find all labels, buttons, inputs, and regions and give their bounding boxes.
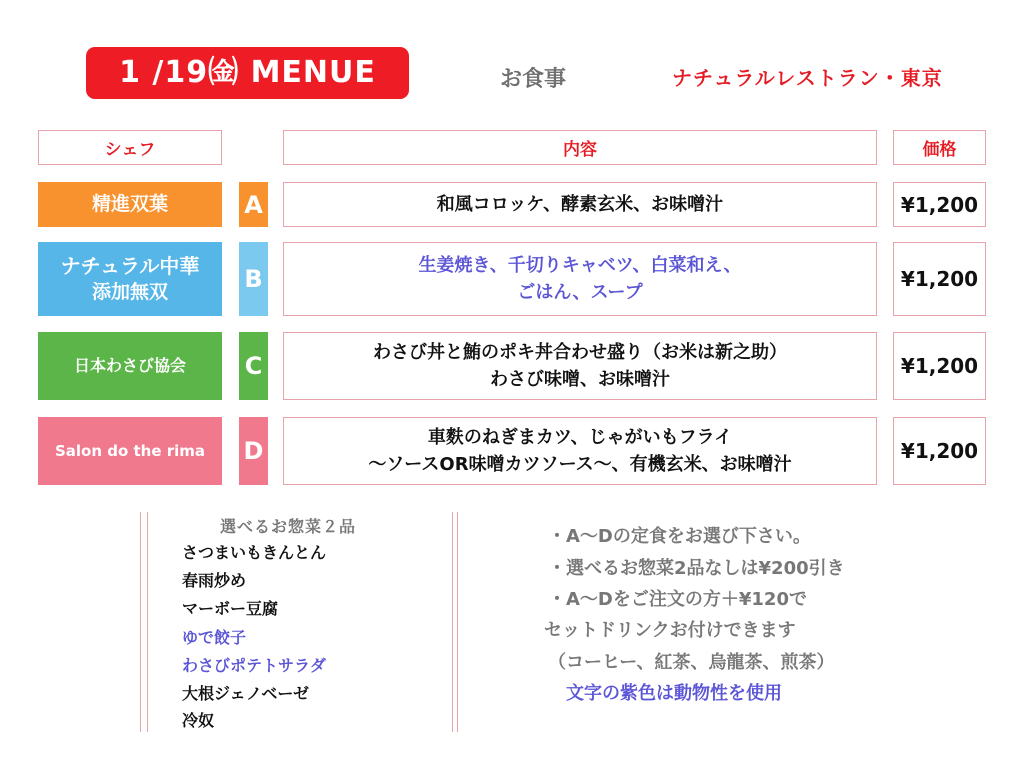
side-dish-item: 大根ジェノベーゼ	[182, 684, 310, 703]
chef-name-line: 添加無双	[91, 280, 168, 303]
column-header-price: 価格	[893, 130, 986, 165]
note-line: ・選べるお惣菜2品なしは¥200引き	[548, 558, 845, 579]
side-dishes-box	[140, 512, 458, 732]
menu-letter-a: A	[239, 182, 268, 227]
column-header-chef: シェフ	[38, 130, 222, 165]
restaurant-name: ナチュラルレストラン・東京	[672, 66, 943, 90]
chef-name-line: Salon do the rima	[54, 441, 206, 460]
menu-letter-c: C	[239, 332, 268, 400]
side-dish-item: ゆで餃子	[182, 628, 247, 647]
price-cell-b: ¥1,200	[893, 242, 986, 316]
side-dish-item: 春雨炒め	[182, 571, 247, 590]
note-line: ・A～Dをご注文の方＋¥120で	[548, 589, 807, 610]
chef-cell-b	[38, 242, 222, 316]
note-line: セットドリンクお付けできます	[544, 620, 796, 641]
chef-cell-c	[38, 332, 222, 400]
price-cell-a: ¥1,200	[893, 182, 986, 227]
content-line: 生姜焼き、千切りキャベツ、白菜和え、	[418, 255, 742, 276]
content-line: 和風コロッケ、酵素玄米、お味噌汁	[436, 194, 724, 215]
side-dish-item: 冷奴	[182, 711, 215, 730]
chef-name-line: ナチュラル中華	[60, 253, 200, 278]
side-dishes-title: 選べるお惣菜２品	[220, 517, 357, 536]
menu-letter-d: D	[239, 417, 268, 485]
content-line: わさび丼と鮪のポキ丼合わせ盛り（お米は新之助）	[373, 342, 787, 363]
price-cell-c: ¥1,200	[893, 332, 986, 400]
menu-content-d	[283, 417, 877, 485]
content-line: 車麩のねぎまカツ、じゃがいもフライ	[427, 427, 733, 448]
side-dish-item: マーボー豆腐	[182, 599, 279, 618]
content-line: わさび味噌、お味噌汁	[490, 369, 670, 390]
menu-content-a	[283, 182, 877, 227]
menu-content-c	[283, 332, 877, 400]
chef-name-line: 精進双葉	[91, 192, 168, 215]
side-dish-item: さつまいもきんとん	[182, 543, 327, 562]
content-line: ごはん、スープ	[517, 282, 643, 303]
chef-cell-d	[38, 417, 222, 485]
content-line: ～ソースOR味噌カツソース～、有機玄米、お味噌汁	[368, 454, 792, 475]
chef-cell-a	[38, 182, 222, 227]
side-dish-item: わさびポテトサラダ	[182, 656, 326, 675]
page-subtitle: お食事	[500, 67, 567, 92]
price-cell-d: ¥1,200	[893, 417, 986, 485]
side-dishes-inner-frame	[147, 512, 453, 732]
menu-letter-b: B	[239, 242, 268, 316]
chef-name-line: 日本わさび協会	[73, 356, 186, 376]
menu-content-b	[283, 242, 877, 316]
menu-title-badge: 1 /19㈮ MENUE	[86, 47, 409, 99]
note-line: （コーヒー、紅茶、烏龍茶、煎茶）	[548, 652, 835, 673]
note-line: ・A～Dの定食をお選び下さい。	[548, 526, 811, 547]
column-header-content: 内容	[283, 130, 877, 165]
note-line: 文字の紫色は動物性を使用	[566, 683, 782, 704]
